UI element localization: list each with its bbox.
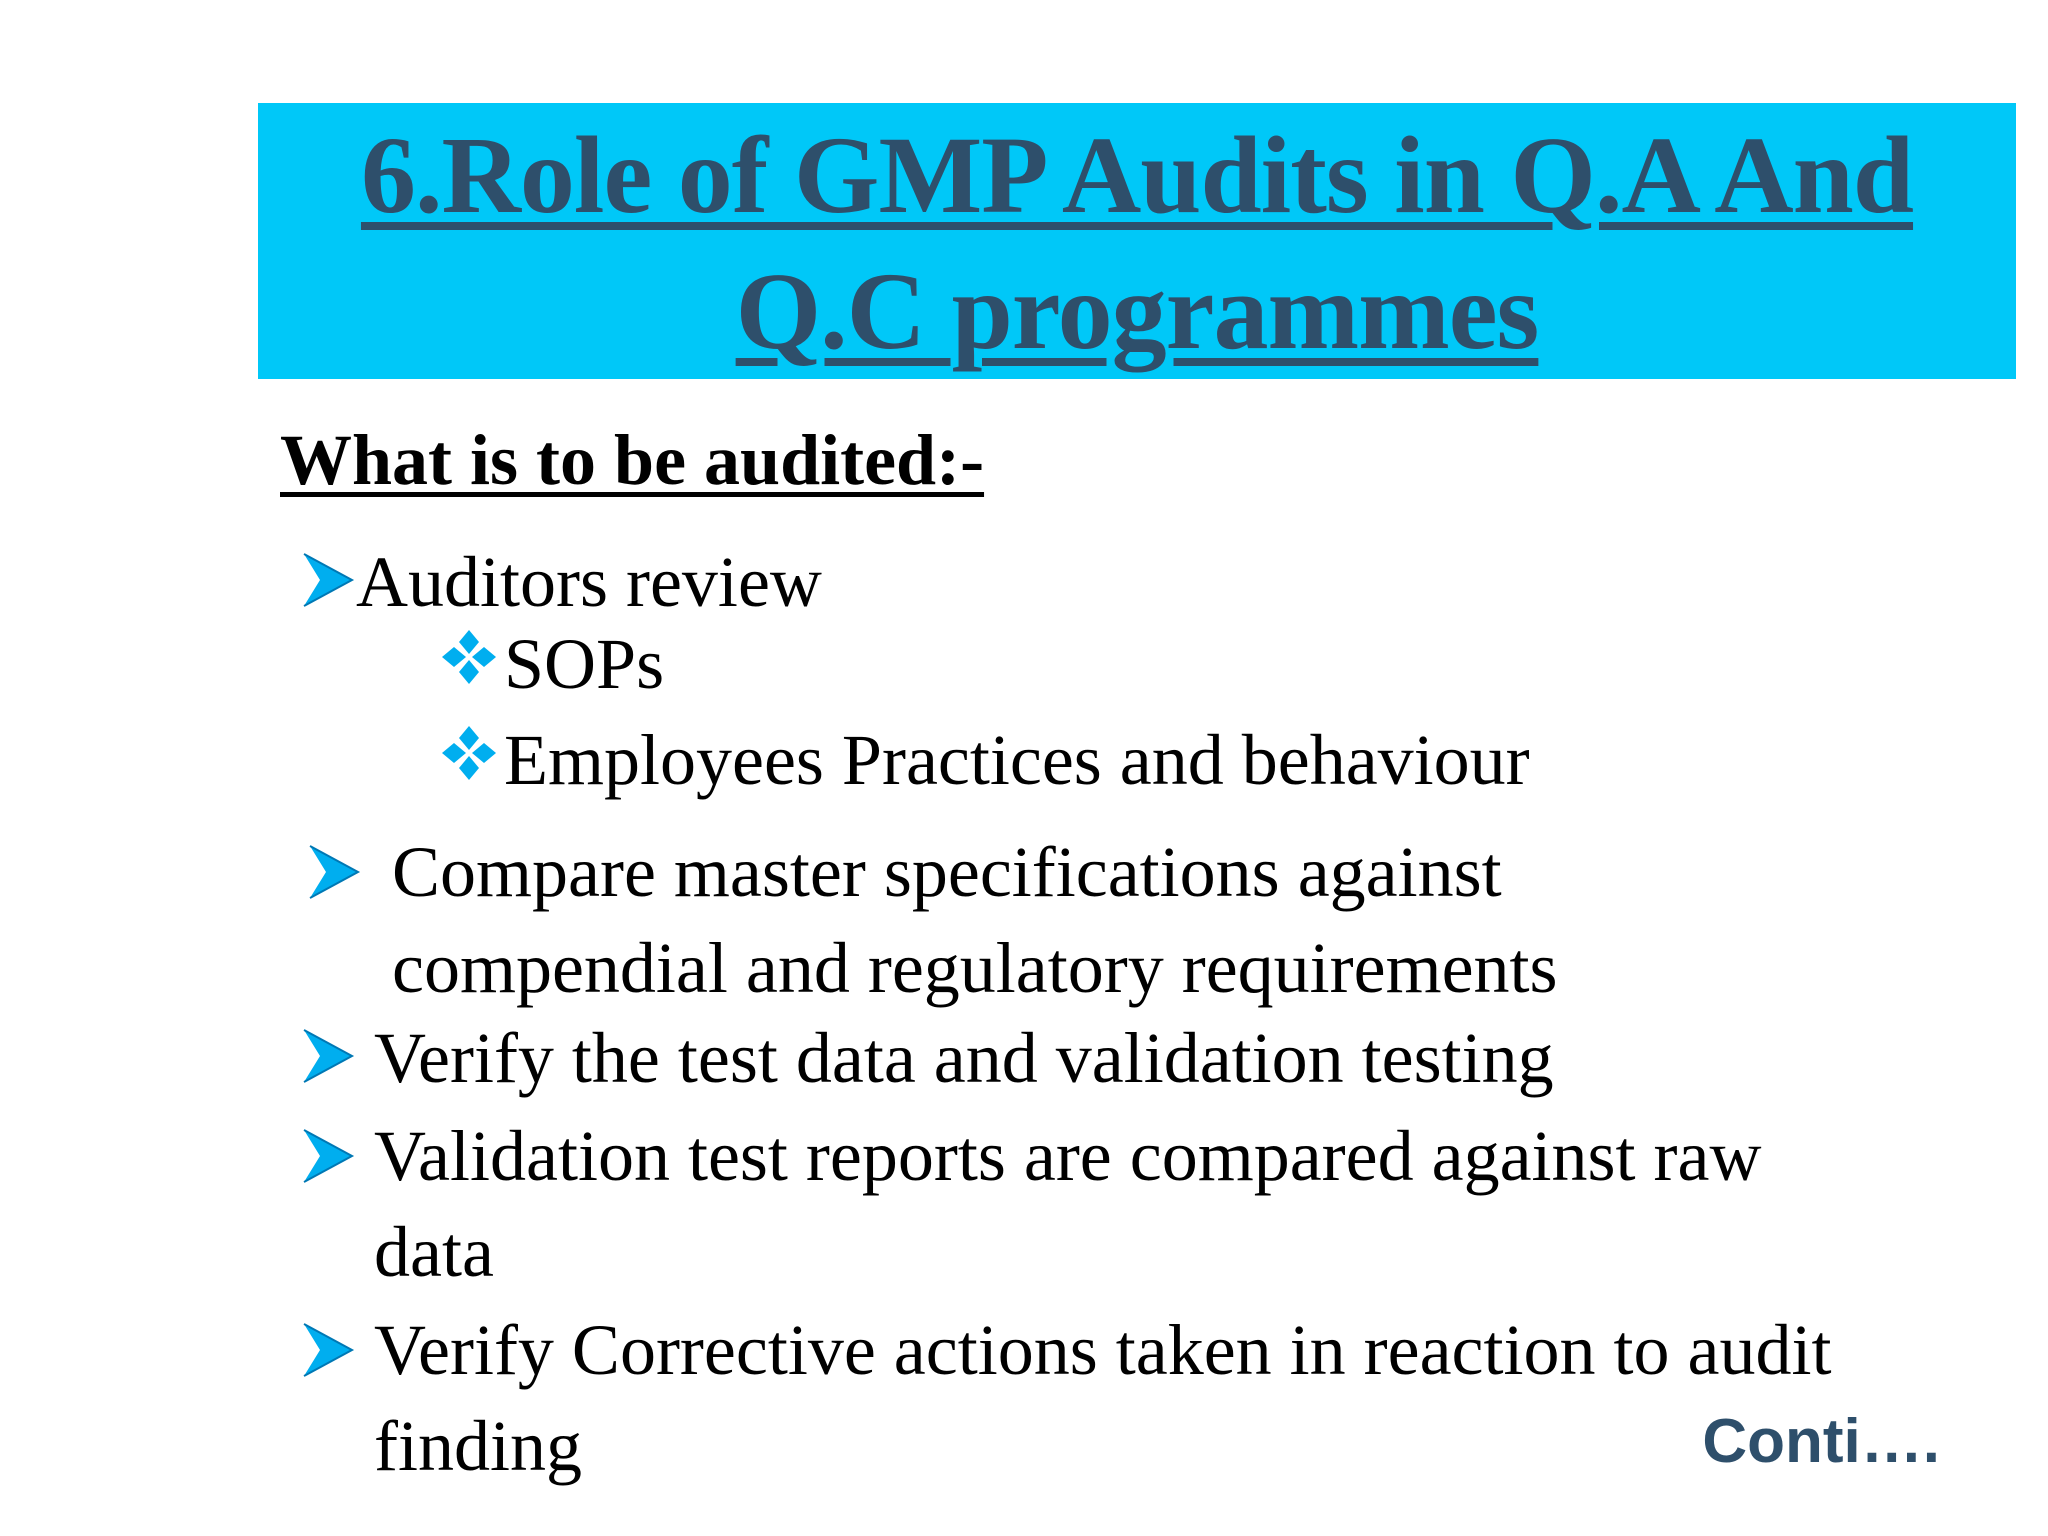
bullet-text-line-2: finding bbox=[374, 1406, 582, 1486]
bullet-compare-specifications bbox=[306, 824, 1558, 1016]
bullet-text-line-1: Verify Corrective actions taken in reaction to audit bbox=[374, 1310, 1832, 1390]
arrow-bullet-icon bbox=[300, 1026, 356, 1086]
title-banner bbox=[258, 103, 2016, 379]
arrow-bullet-icon bbox=[300, 1320, 356, 1380]
sub-bullet-text: SOPs bbox=[504, 624, 665, 704]
bullet-text-line-1: Compare master specifications against bbox=[392, 832, 1502, 912]
bullet-text-line-2: compendial and regulatory requirements bbox=[392, 928, 1558, 1008]
sub-bullet-sops bbox=[440, 616, 664, 712]
bullet-text: Auditors review bbox=[356, 542, 822, 622]
sub-bullet-text: Employees Practices and behaviour bbox=[504, 720, 1530, 800]
arrow-bullet-icon bbox=[306, 842, 362, 902]
bullet-text: Verify the test data and validation testing bbox=[374, 1018, 1554, 1098]
bullet-text-line-2: data bbox=[374, 1212, 494, 1292]
slide-title bbox=[361, 103, 1913, 379]
four-diamond-icon bbox=[440, 724, 498, 782]
arrow-bullet-icon bbox=[300, 550, 356, 610]
four-diamond-icon bbox=[440, 628, 498, 686]
sub-bullet-employees-practices bbox=[440, 712, 1530, 808]
bullet-verify-test-data bbox=[300, 1010, 1554, 1106]
continued-label: Conti…. bbox=[1702, 1407, 1940, 1476]
bullet-validation-reports bbox=[300, 1108, 1761, 1300]
bullet-corrective-actions bbox=[300, 1302, 1831, 1494]
bullet-text-line-1: Validation test reports are compared against raw bbox=[374, 1116, 1762, 1196]
arrow-bullet-icon bbox=[300, 1126, 356, 1186]
slide-title-line-2: Q.C programmes bbox=[735, 250, 1539, 372]
slide-title-line-1: 6.Role of GMP Audits in Q.A And bbox=[360, 114, 1914, 236]
section-heading: What is to be audited:- bbox=[280, 420, 985, 500]
